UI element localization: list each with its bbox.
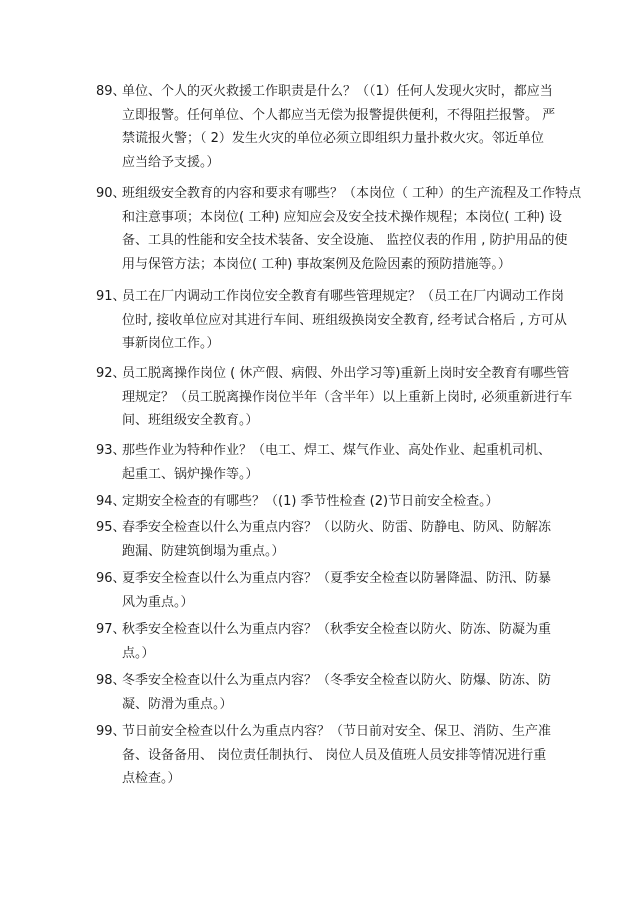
question-text: 秋季安全检查以什么为重点内容？（秋季安全检查以防火、防冻、防凝为重 (122, 622, 552, 637)
qa-line: 用与保管方法；本岗位( 工种) 事故案例及危险因素的预防措施等。） (122, 256, 511, 272)
qa-item-98 (96, 669, 552, 716)
qa-line: 应当给予支援。） (122, 154, 220, 170)
qa-item-89 (96, 80, 556, 174)
qa-line: 位时, 接收单位应对其进行车间、班组级换岗安全教育, 经考试合格后 , 方可从 (122, 312, 567, 328)
qa-line (96, 618, 552, 642)
qa-line (96, 720, 552, 744)
qa-line: 理规定？（员工脱离操作岗位半年（含半年）以上重新上岗时, 必须重新进行车 (122, 389, 573, 405)
qa-line (96, 362, 570, 386)
question-text: 那些作业为特种作业？（电工、焊工、煤气作业、高处作业、起重机司机、 (122, 443, 552, 458)
question-text: 员工脱离操作岗位 ( 休产假、病假、外出学习等)重新上岗时安全教育有哪些管 (122, 366, 570, 381)
qa-line: 和注意事项；本岗位( 工种) 应知应会及安全技术操作规程；本岗位( 工种) 设 (122, 209, 562, 225)
qa-line: 跑漏、防建筑倒塌为重点。） (122, 543, 285, 559)
question-number: 98、 (96, 673, 126, 688)
qa-line: 凝、防滑为重点。） (122, 696, 233, 712)
qa-item-93 (96, 439, 552, 486)
question-text: 定期安全检查的有哪些？（(1) 季节性检查 (2)节日前安全检查。） (122, 494, 499, 509)
qa-item-96 (96, 567, 552, 614)
question-number: 89、 (96, 84, 126, 99)
qa-line: 事新岗位工作。） (122, 336, 220, 352)
question-number: 97、 (96, 622, 126, 637)
qa-line: 起重工、锅炉操作等。） (122, 466, 259, 482)
qa-line: 间、班组级安全教育。） (122, 413, 259, 429)
qa-item-94 (96, 490, 536, 514)
question-number: 91、 (96, 289, 126, 304)
question-number: 96、 (96, 571, 126, 586)
question-text: 员工在厂内调动工作岗位安全教育有哪些管理规定？（员工在厂内调动工作岗 (122, 289, 565, 304)
qa-line (96, 490, 536, 514)
qa-line (96, 182, 582, 206)
qa-line (96, 80, 553, 104)
qa-line (96, 567, 552, 591)
question-number: 92、 (96, 366, 126, 381)
question-text: 夏季安全检查以什么为重点内容？（夏季安全检查以防暑降温、防汛、防暴 (122, 571, 552, 586)
question-number: 90、 (96, 186, 126, 201)
qa-line: 风为重点。） (122, 594, 194, 610)
question-number: 94、 (96, 494, 126, 509)
question-text: 冬季安全检查以什么为重点内容？（冬季安全检查以防火、防爆、防冻、防 (122, 673, 552, 688)
qa-line: 备、设备备用、 岗位责任制执行、 岗位人员及值班人员安排等情况进行重 (122, 747, 547, 763)
qa-line (96, 285, 565, 309)
question-number: 95、 (96, 520, 126, 535)
qa-item-95 (96, 516, 552, 563)
qa-item-99 (96, 720, 552, 791)
qa-line: 点检查。） (122, 771, 181, 787)
question-number: 93、 (96, 443, 126, 458)
qa-item-92 (96, 362, 573, 433)
question-text: 节日前安全检查以什么为重点内容？（节日前对安全、保卫、消防、生产准 (122, 724, 552, 739)
qa-item-90 (96, 182, 582, 276)
qa-line: 立即报警。任何单位、个人都应当无偿为报警提供便利，不得阻拦报警。 严 (122, 107, 556, 123)
question-text: 班组级安全教育的内容和要求有哪些？（本岗位（ 工种）的生产流程及工作特点 (122, 186, 582, 201)
qa-line: 点。） (122, 645, 155, 661)
question-text: 春季安全检查以什么为重点内容？（以防火、防雷、防静电、防风、防解冻 (122, 520, 552, 535)
question-text: 单位、个人的灭火救援工作职责是什么？（（1）任何人发现火灾时，都应当 (122, 84, 553, 99)
question-number: 99、 (96, 724, 126, 739)
qa-line (96, 669, 552, 693)
qa-item-97 (96, 618, 552, 665)
qa-item-91 (96, 285, 567, 356)
qa-line: 备、工具的性能和安全技术装备、安全设施、 监控仪表的作用 , 防护用品的使 (122, 233, 568, 249)
qa-line: 禁谎报火警；（ 2）发生火灾的单位必须立即组织力量扑救火灾。邻近单位 (122, 131, 544, 147)
qa-line (96, 439, 552, 463)
qa-line (96, 516, 552, 540)
